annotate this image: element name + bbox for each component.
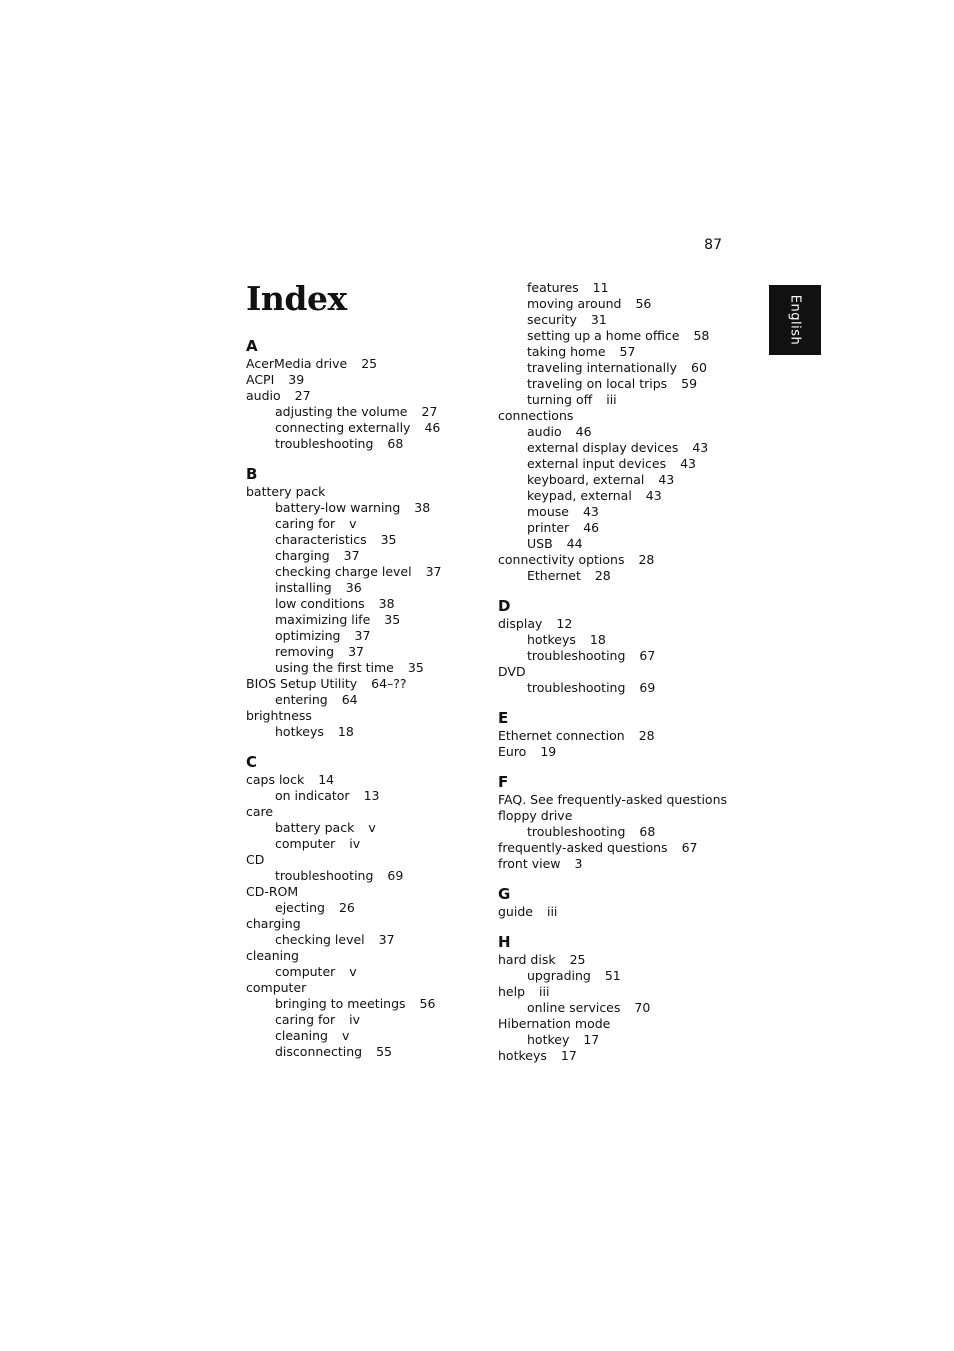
index-term: brightness	[246, 708, 312, 723]
index-term: guide	[498, 904, 533, 919]
index-term: hotkey	[527, 1032, 570, 1047]
index-term: installing	[275, 580, 332, 595]
index-subentry	[246, 900, 486, 916]
index-term: keyboard, external	[527, 472, 645, 487]
index-subentry	[498, 568, 738, 584]
index-term: hotkeys	[527, 632, 576, 647]
index-subentry	[246, 548, 486, 564]
index-term: security	[527, 312, 577, 327]
index-section-letter: C	[246, 753, 258, 771]
index-term: characteristics	[275, 532, 367, 547]
index-page-ref: 11	[592, 280, 609, 295]
index-term: Ethernet	[527, 568, 581, 583]
index-section-letter: E	[498, 709, 509, 727]
index-subentry	[246, 820, 486, 836]
index-term: on indicator	[275, 788, 350, 803]
index-entry	[246, 484, 486, 500]
index-entry	[498, 744, 738, 760]
index-term: moving around	[527, 296, 622, 311]
index-subentry	[246, 436, 486, 452]
index-term: keypad, external	[527, 488, 632, 503]
index-term: troubleshooting	[527, 648, 626, 663]
index-entry	[498, 1048, 738, 1064]
index-page-ref: 19	[540, 744, 557, 759]
index-entry	[246, 884, 486, 900]
index-subentry	[498, 680, 738, 696]
index-page-ref: v	[341, 1028, 350, 1043]
index-term: cleaning	[275, 1028, 328, 1043]
index-page-ref: 38	[378, 596, 395, 611]
index-subentry	[498, 648, 738, 664]
index-subentry	[246, 932, 486, 948]
index-subentry	[498, 632, 738, 648]
index-term: hotkeys	[275, 724, 324, 739]
index-entry	[498, 408, 738, 424]
index-column-right	[498, 280, 738, 1064]
index-entry	[246, 804, 486, 820]
index-term: troubleshooting	[527, 680, 626, 695]
index-page-ref: 14	[318, 772, 335, 787]
index-term: Ethernet connection	[498, 728, 625, 743]
index-page-ref: v	[349, 516, 357, 531]
index-entry	[498, 616, 738, 632]
index-term: battery-low warning	[275, 500, 401, 515]
index-subentry	[246, 724, 486, 740]
index-subentry	[498, 344, 738, 360]
index-term: using the first time	[275, 660, 394, 675]
index-term: ejecting	[275, 900, 325, 915]
index-page-ref: 28	[638, 552, 655, 567]
index-subentry	[498, 1000, 738, 1016]
index-page-ref: 43	[680, 456, 697, 471]
index-subentry	[498, 376, 738, 392]
index-term: display	[498, 616, 543, 631]
index-term: cleaning	[246, 948, 299, 963]
index-term: computer	[275, 836, 336, 851]
index-page-ref: 31	[590, 312, 607, 327]
index-subentry	[246, 964, 486, 980]
index-subentry	[498, 392, 738, 408]
index-term: BIOS Setup Utility	[246, 676, 358, 691]
index-page-ref: v	[368, 820, 376, 835]
index-term: checking level	[275, 932, 365, 947]
index-term: adjusting the volume	[275, 404, 408, 419]
index-page-ref: 56	[635, 296, 652, 311]
index-term: removing	[275, 644, 335, 659]
index-page-ref: 59	[681, 376, 698, 391]
index-page-ref: 17	[583, 1032, 600, 1047]
index-page-ref: 35	[407, 660, 424, 675]
index-term: caring for	[275, 1012, 336, 1027]
index-term: optimizing	[275, 628, 341, 643]
index-column-left	[246, 337, 486, 1060]
index-term: AcerMedia drive	[246, 356, 348, 371]
index-term: CD	[246, 852, 265, 867]
index-page-ref: 39	[288, 372, 305, 387]
index-entry	[246, 948, 486, 964]
index-page-ref: 25	[361, 356, 378, 371]
index-subentry	[498, 456, 738, 472]
index-entry	[498, 904, 738, 920]
index-term: Euro	[498, 744, 527, 759]
index-subentry	[498, 472, 738, 488]
index-page-ref: 18	[589, 632, 606, 647]
index-term: connections	[498, 408, 574, 423]
index-page-ref: 56	[419, 996, 436, 1011]
index-page-ref: 67	[639, 648, 656, 663]
index-term: charging	[275, 548, 330, 563]
index-term: computer	[275, 964, 336, 979]
index-term: disconnecting	[275, 1044, 363, 1059]
index-page-ref: 17	[560, 1048, 577, 1063]
index-page-ref: 46	[583, 520, 600, 535]
index-page-ref: 27	[421, 404, 438, 419]
index-term: troubleshooting	[275, 436, 374, 451]
index-term: audio	[246, 388, 281, 403]
index-page-ref: iii	[539, 984, 550, 999]
index-page-ref: 35	[384, 612, 401, 627]
index-subentry	[246, 532, 486, 548]
index-subentry	[246, 1012, 486, 1028]
index-term: external input devices	[527, 456, 667, 471]
index-subentry	[498, 360, 738, 376]
index-page-ref: 25	[569, 952, 586, 967]
index-subentry	[498, 1032, 738, 1048]
index-term: troubleshooting	[275, 868, 374, 883]
index-section-letter: F	[498, 773, 509, 791]
index-term: battery pack	[246, 484, 326, 499]
index-term: connectivity options	[498, 552, 625, 567]
index-subentry	[498, 328, 738, 344]
index-page-ref: 35	[380, 532, 397, 547]
index-section-letter: G	[498, 885, 511, 903]
index-entry	[498, 984, 738, 1000]
index-term: low conditions	[275, 596, 365, 611]
index-section-letter: D	[498, 597, 511, 615]
index-page-ref: 26	[338, 900, 355, 915]
index-page-ref: 68	[639, 824, 656, 839]
index-subentry	[498, 968, 738, 984]
index-term: charging	[246, 916, 301, 931]
index-term: computer	[246, 980, 307, 995]
index-term: traveling internationally	[527, 360, 677, 375]
index-page-ref: iv	[349, 1012, 361, 1027]
index-subentry	[246, 500, 486, 516]
index-entry	[246, 388, 486, 404]
index-subentry	[246, 868, 486, 884]
index-subentry	[498, 424, 738, 440]
index-term: Hibernation mode	[498, 1016, 611, 1031]
index-title: Index	[246, 279, 347, 318]
index-entry	[498, 728, 738, 744]
index-term: frequently-asked questions	[498, 840, 668, 855]
index-section-letter: H	[498, 933, 511, 951]
index-subentry	[498, 440, 738, 456]
index-term: mouse	[527, 504, 569, 519]
index-page-ref: 37	[378, 932, 395, 947]
index-page-ref: 18	[337, 724, 354, 739]
index-page-ref: 44	[566, 536, 583, 551]
index-term: audio	[527, 424, 562, 439]
index-term: DVD	[498, 664, 526, 679]
index-subentry	[498, 488, 738, 504]
index-page-ref: 46	[424, 420, 441, 435]
index-page-ref: v	[349, 964, 357, 979]
index-term: help	[498, 984, 526, 999]
index-subentry	[246, 420, 486, 436]
index-subentry	[246, 1028, 486, 1044]
index-term: front view	[498, 856, 561, 871]
index-entry	[498, 552, 738, 568]
index-page-ref: 3	[574, 856, 583, 871]
index-term: taking home	[527, 344, 606, 359]
index-subentry	[498, 312, 738, 328]
index-term: checking charge level	[275, 564, 412, 579]
index-term: maximizing life	[275, 612, 371, 627]
index-subentry	[246, 564, 486, 580]
index-page-ref: 51	[604, 968, 621, 983]
index-term: bringing to meetings	[275, 996, 406, 1011]
index-page-ref: 64	[341, 692, 358, 707]
index-term: battery pack	[275, 820, 355, 835]
index-term: hotkeys	[498, 1048, 547, 1063]
index-subentry	[246, 660, 486, 676]
index-page-ref: 60	[691, 360, 707, 375]
index-page-ref: 28	[638, 728, 655, 743]
index-page-ref: 70	[634, 1000, 651, 1015]
index-term: troubleshooting	[527, 824, 626, 839]
index-page-ref: 43	[582, 504, 599, 519]
index-subentry	[246, 692, 486, 708]
index-page-ref: 69	[639, 680, 656, 695]
index-section-letter: B	[246, 465, 258, 483]
language-tab	[769, 285, 821, 355]
index-page-ref: 46	[575, 424, 592, 439]
index-subentry	[498, 296, 738, 312]
index-term: hard disk	[498, 952, 556, 967]
index-page-ref: 67	[681, 840, 698, 855]
index-page-ref: 43	[658, 472, 675, 487]
index-subentry	[246, 596, 486, 612]
index-page-ref: 43	[645, 488, 662, 503]
index-page-ref: 68	[387, 436, 404, 451]
index-subentry	[498, 504, 738, 520]
index-term: turning off	[527, 392, 593, 407]
index-entry	[246, 916, 486, 932]
index-page-ref: 64–??	[371, 676, 407, 691]
index-subentry	[498, 520, 738, 536]
index-subentry	[246, 788, 486, 804]
index-page-ref: 69	[387, 868, 404, 883]
index-page-ref: 43	[692, 440, 709, 455]
index-entry	[246, 356, 486, 372]
index-page-ref: 55	[376, 1044, 392, 1059]
index-page-ref: 37	[354, 628, 371, 643]
page-number: 87	[704, 237, 722, 253]
index-entry	[246, 772, 486, 788]
index-entry	[498, 840, 738, 856]
index-subentry	[246, 580, 486, 596]
index-page-ref: iii	[546, 904, 558, 919]
index-subentry	[246, 404, 486, 420]
index-term: FAQ. See frequently-asked questions	[498, 792, 728, 807]
index-subentry	[246, 644, 486, 660]
language-tab-label: English	[787, 294, 803, 346]
index-page-ref: 37	[348, 644, 365, 659]
index-term: care	[246, 804, 274, 819]
index-entry	[498, 664, 738, 680]
index-entry	[246, 708, 486, 724]
index-page-ref: 28	[594, 568, 611, 583]
index-entry	[246, 676, 486, 692]
index-subentry	[498, 824, 738, 840]
index-entry	[246, 372, 486, 388]
index-page-ref: iii	[606, 392, 617, 407]
index-term: traveling on local trips	[527, 376, 668, 391]
index-term: ACPI	[246, 372, 275, 387]
index-term: entering	[275, 692, 328, 707]
index-term: setting up a home office	[527, 328, 680, 343]
index-page-ref: 12	[556, 616, 573, 631]
index-entry	[498, 792, 738, 808]
index-entry	[498, 1016, 738, 1032]
index-section-letter: A	[246, 337, 258, 355]
index-term: features	[527, 280, 579, 295]
index-page-ref: 58	[693, 328, 710, 343]
index-entry	[246, 980, 486, 996]
index-term: online services	[527, 1000, 621, 1015]
index-term: caring for	[275, 516, 336, 531]
index-term: CD-ROM	[246, 884, 299, 899]
index-term: external display devices	[527, 440, 679, 455]
index-page-ref: 57	[619, 344, 636, 359]
index-term: connecting externally	[275, 420, 411, 435]
index-subentry	[246, 628, 486, 644]
index-entry	[246, 852, 486, 868]
index-term: upgrading	[527, 968, 591, 983]
index-entry	[498, 808, 738, 824]
index-subentry	[246, 1044, 486, 1060]
index-subentry	[246, 612, 486, 628]
index-entry	[498, 952, 738, 968]
index-page-ref: 37	[425, 564, 442, 579]
index-subentry	[246, 516, 486, 532]
index-term: printer	[527, 520, 570, 535]
index-page-ref: 27	[294, 388, 311, 403]
index-entry	[498, 856, 738, 872]
index-subentry	[498, 280, 738, 296]
index-term: floppy drive	[498, 808, 573, 823]
index-subentry	[498, 536, 738, 552]
index-subentry	[246, 996, 486, 1012]
index-page-ref: 13	[363, 788, 380, 803]
index-page-ref: 37	[343, 548, 360, 563]
index-page-ref: 36	[345, 580, 362, 595]
index-term: caps lock	[246, 772, 305, 787]
index-page-ref: 38	[414, 500, 431, 515]
index-subentry	[246, 836, 486, 852]
index-page-ref: iv	[349, 836, 361, 851]
index-term: USB	[527, 536, 553, 551]
